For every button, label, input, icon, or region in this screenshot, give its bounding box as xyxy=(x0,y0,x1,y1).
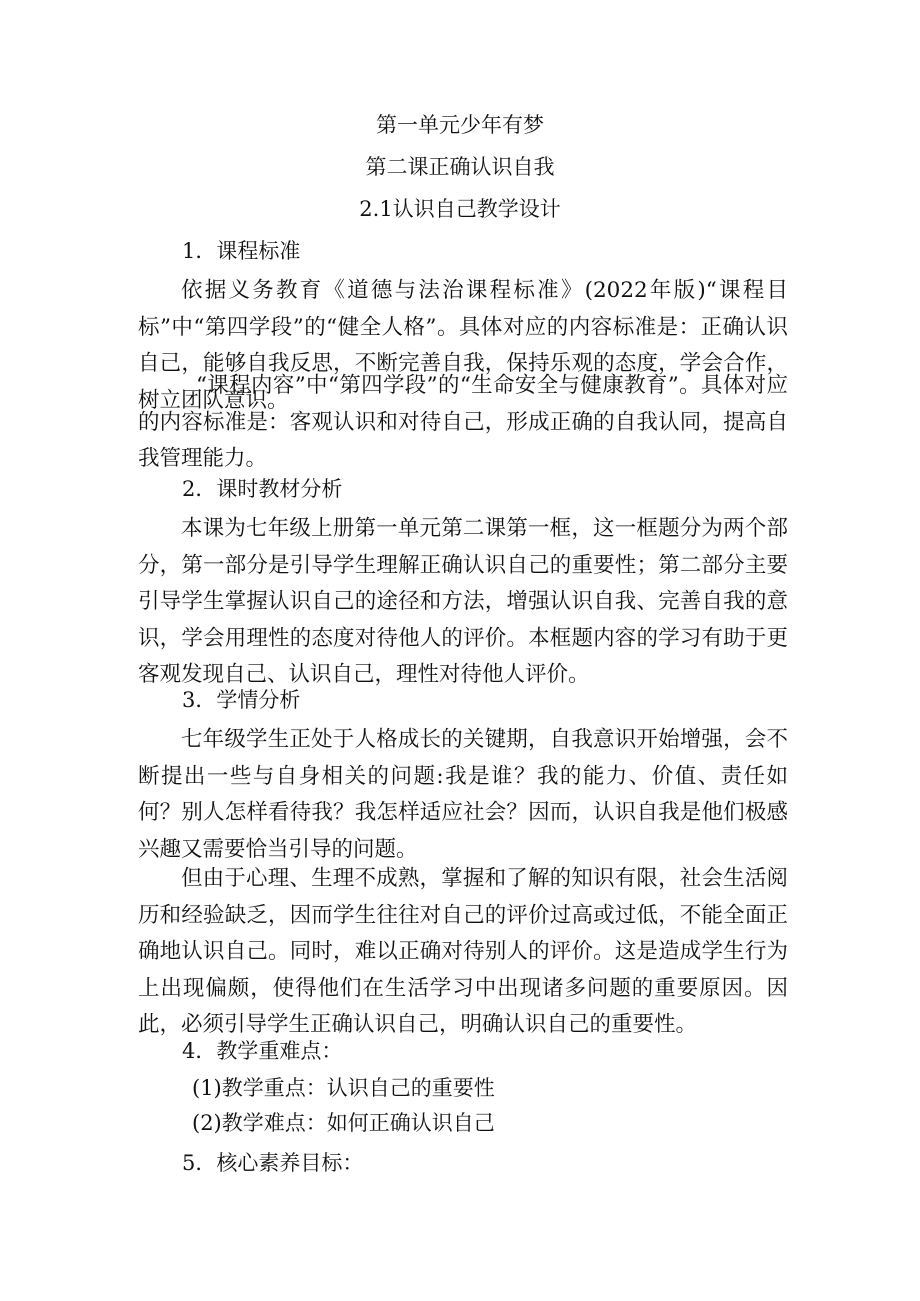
section-title: 2.1认识自己教学设计 xyxy=(359,197,561,221)
paragraph-textbook-analysis: 本课为七年级上册第一单元第二课第一框，这一框题分为两个部分，第一部分是引导学生理解正确认识自己的重要性；第二部分主要引导学生掌握认识自己的途径和方法，增强认识自我、完善自我的意识，学会用理性的态度对待他人的评价。本框题内容的学习有助于更客观发现自己、认识自己，理性对待他人评价。 xyxy=(138,516,788,687)
list-item-key-point: (1)教学重点：认识自己的重要性 xyxy=(192,1076,495,1100)
paragraph-standard-content: “课程内容”中“第四学段”的“生命安全与健康教育”。具体对应的内容标准是：客观认识和对待自己，形成正确的自我认同，提高自我管理能力。 xyxy=(138,373,788,471)
paragraph-standard-goals: 依据义务教育《道德与法治课程标准》(2022年版)“课程目标”中“第四学段”的“健全人格”。具体对应的内容标准是：正确认识自己，能够自我反思，不断完善自我，保持乐观的态度，学会合作，树立团队意识。 xyxy=(138,278,788,413)
paragraph-learner-analysis-1: 七年级学生正处于人格成长的关键期，自我意识开始增强，会不断提出一些与自身相关的问题:我是谁？我的能力、价值、责任如何？别人怎样看待我？我怎样适应社会？因而，认识自我是他们极感兴趣又需要恰当引导的问题。 xyxy=(138,727,788,862)
lesson-title: 第二课正确认识自我 xyxy=(365,155,555,179)
unit-title: 第一单元少年有梦 xyxy=(376,113,544,137)
heading-key-difficulties: 4．教学重难点： xyxy=(182,1039,343,1063)
paragraph-learner-analysis-2: 但由于心理、生理不成熟，掌握和了解的知识有限，社会生活阅历和经验缺乏，因而学生往往对自己的评价过高或过低，不能全面正确地认识自己。同时，难以正确对待别人的评价。这是造成学生行为上出现偏颇，使得他们在生活学习中出现诸多问题的重要原因。因此，必须引导学生正确认识自己，明确认识自己的重要性。 xyxy=(138,866,788,1037)
heading-textbook-analysis: 2．课时教材分析 xyxy=(182,477,343,501)
heading-learner-analysis: 3．学情分析 xyxy=(182,688,301,712)
heading-core-competency-goals: 5．核心素养目标： xyxy=(182,1151,364,1175)
list-item-difficult-point: (2)教学难点：如何正确认识自己 xyxy=(192,1111,495,1135)
heading-curriculum-standard: 1．课程标准 xyxy=(182,239,301,263)
